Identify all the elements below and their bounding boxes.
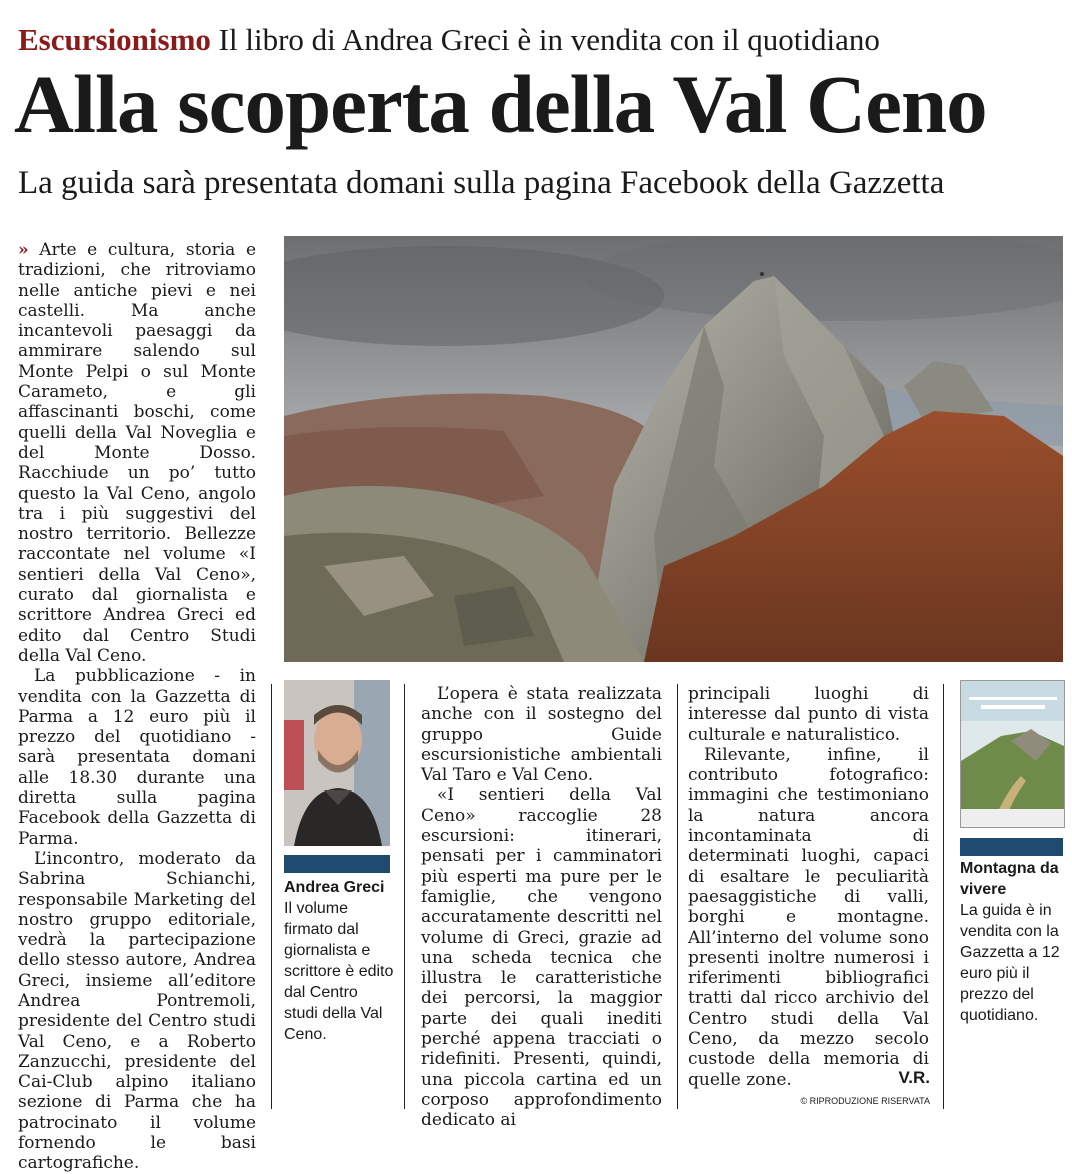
paragraph: L’incontro, moderato da Sabrina Schianchi, responsabile Marketing del nostro gruppo editoriale, vedrà la partecipazione dello stesso autore, Andrea Greci, insieme all’editore Andrea Pontremoli, presidente del Centro studi Val Ceno, e a Roberto Zanzucchi, presidente del Cai-Club alpino italiano sezione di Parma che ha patrocinato il volume fornendo le basi cartografiche.	[18, 848, 256, 1174]
caption-bar	[284, 855, 390, 873]
caption-bar	[960, 838, 1063, 856]
column-divider	[271, 684, 272, 1109]
paragraph	[18, 240, 256, 666]
article-column-3	[688, 684, 929, 1090]
article-column-1	[18, 240, 256, 1174]
author-name: Andrea Greci	[284, 879, 385, 896]
kicker	[18, 20, 1058, 60]
book-caption	[960, 858, 1070, 1026]
copyright-notice: © RIPRODUZIONE RISERVATA	[800, 1096, 930, 1106]
author-portrait	[284, 680, 390, 846]
author-signature: V.R.	[898, 1068, 930, 1087]
article-column-2	[421, 684, 662, 1131]
paragraph: «I sentieri della Val Ceno» raccoglie 28 escursioni: itinerari, pensati per i camminatori più esperti ma pure per le famiglie, che vengono accuratamente descritti nel volume di Greci, grazie ad una scheda tecnica che illustra le caratteristiche dei percorsi, la maggior parte dei quali inediti perché appena tracciati o ridefiniti. Presenti, quindi, una piccola cartina ed un corposo approfondimento dedicato ai	[421, 785, 662, 1131]
drop-quote-icon: »	[18, 240, 29, 260]
landscape-photo	[284, 236, 1063, 662]
paragraph-text: Arte e cultura, storia e tradizioni, che ritroviamo nelle antiche pievi e nei castelli. Ma anche incantevoli paesaggi da ammirare salendo sul Monte Pelpi o sul Monte Carameto, e gli affascinanti boschi, come quelli della Val Noveglia e del Monte Dosso. Racchiude un po’ tutto questo la Val Ceno, angolo tra i più suggestivi del nostro territorio. Bellezze raccontate nel volume «I sentieri della Val Ceno», curato dal giornalista e scrittore Andrea Greci ed edito dal Centro Studi della Val Ceno.	[18, 240, 256, 666]
column-divider	[943, 684, 944, 1109]
author-caption	[284, 877, 396, 1045]
book-cover-image	[960, 680, 1065, 828]
kicker-category: Escursionismo	[18, 22, 211, 57]
paragraph: La pubblicazione - in vendita con la Gazzetta di Parma a 12 euro più il prezzo del quotidiano - sarà presentata domani alle 18.30 durante una diretta sulla pagina Facebook della Gazzetta di Parma.	[18, 666, 256, 849]
paragraph: Rilevante, infine, il contributo fotografico: immagini che testimoniano la natura ancora incontaminata di determinati luoghi, capaci di esaltare le peculiarità paesaggistiche di valli, borghi e montagne. All’interno del volume sono presenti inoltre numerosi i riferimenti bibliografici tratti dal ricco archivio del Centro studi della Val Ceno, da mezzo secolo custode della memoria di quelle zone.	[688, 744, 929, 1090]
subheadline: La guida sarà presentata domani sulla pagina Facebook della Gazzetta	[18, 165, 945, 201]
paragraph: principali luoghi di interesse dal punto di vista culturale e naturalistico.	[688, 684, 929, 745]
column-divider	[404, 684, 405, 1109]
paragraph: L’opera è stata realizzata anche con il sostegno del gruppo Guide escursionistiche ambientali Val Taro e Val Ceno.	[421, 684, 662, 786]
column-divider	[677, 684, 678, 1109]
book-caption-text: La guida è in vendita con la Gazzetta a 12 euro più il prezzo del quotidiano.	[960, 902, 1060, 1024]
author-caption-text: Il volume firmato dal giornalista e scrittore è edito dal Centro studi della Val Ceno.	[284, 900, 394, 1043]
headline: Alla scoperta della Val Ceno	[14, 58, 987, 150]
book-caption-title: Montagna da vivere	[960, 860, 1059, 898]
kicker-text: Il libro di Andrea Greci è in vendita con il quotidiano	[218, 22, 880, 57]
